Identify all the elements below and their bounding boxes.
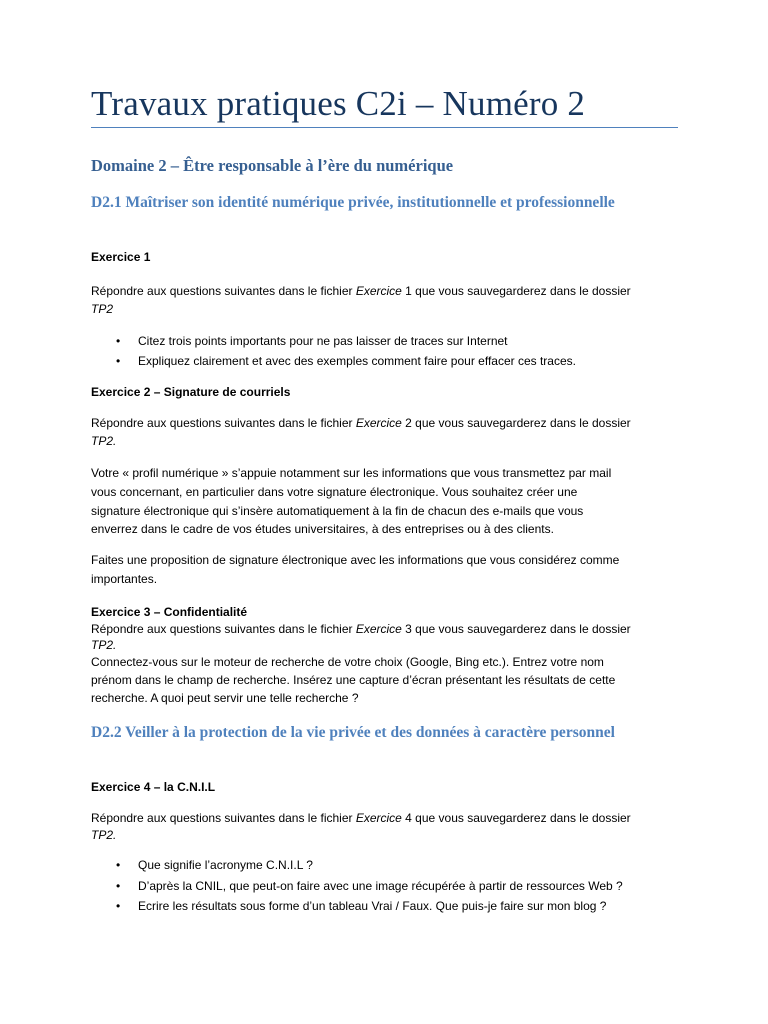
exercise-2-paragraph-line: signature électronique qui s’insère automatiquement à la fin de chacun des e-mails que vous: [91, 504, 584, 518]
bullet-icon: •: [116, 354, 121, 368]
title-underline: [91, 127, 678, 128]
exercise-1-title: Exercice 1: [91, 250, 151, 264]
exercise-1-folder: TP2: [91, 302, 114, 316]
bullet-icon: •: [116, 899, 121, 913]
exercise-3-text-line: prénom dans le champ de recherche. Insérez une capture d’écran présentant les résultats de cette: [91, 673, 616, 687]
bullet-icon: •: [116, 858, 121, 872]
bullet-icon: •: [116, 879, 121, 893]
exercise-3-folder: TP2.: [91, 638, 117, 652]
exercise-4-folder: TP2.: [91, 828, 117, 842]
page-title: Travaux pratiques C2i – Numéro 2: [91, 84, 586, 123]
section-heading-d21: D2.1 Maîtriser son identité numérique privée, institutionnelle et professionnelle: [91, 194, 615, 211]
exercise-2-paragraph-line: Faites une proposition de signature électronique avec les informations que vous considérez comme: [91, 553, 620, 567]
exercise-1-bullet: Citez trois points importants pour ne pas laisser de traces sur Internet: [138, 334, 508, 348]
exercise-1-bullet: Expliquez clairement et avec des exemples comment faire pour effacer ces traces.: [138, 354, 576, 368]
exercise-4-instruction: Répondre aux questions suivantes dans le fichier Exercice 4 que vous sauvegarderez dans le dossier: [91, 811, 631, 825]
exercise-4-title: Exercice 4 – la C.N.I.L: [91, 780, 216, 794]
exercise-2-paragraph-line: vous concernant, en particulier dans votre signature électronique. Vous souhaitez créer une: [91, 485, 578, 499]
exercise-2-instruction: Répondre aux questions suivantes dans le fichier Exercice 2 que vous sauvegarderez dans le dossier: [91, 416, 631, 430]
exercise-1-instruction: Répondre aux questions suivantes dans le fichier Exercice 1 que vous sauvegarderez dans le dossier: [91, 284, 631, 298]
exercise-3-instruction: Répondre aux questions suivantes dans le fichier Exercice 3 que vous sauvegarderez dans le dossier: [91, 622, 631, 636]
exercise-2-folder: TP2.: [91, 434, 117, 448]
exercise-3-title: Exercice 3 – Confidentialité: [91, 605, 248, 619]
section-heading-d22: D2.2 Veiller à la protection de la vie privée et des données à caractère personnel: [91, 724, 615, 741]
exercise-4-bullet: Ecrire les résultats sous forme d’un tableau Vrai / Faux. Que puis-je faire sur mon blog ?: [138, 899, 607, 913]
exercise-3-text-line: recherche. A quoi peut servir une telle recherche ?: [91, 691, 359, 705]
exercise-4-bullet: Que signifie l’acronyme C.N.I.L ?: [138, 858, 313, 872]
exercise-2-paragraph-line: Votre « profil numérique » s’appuie notamment sur les informations que vous transmettez par mail: [91, 466, 612, 480]
exercise-2-title: Exercice 2 – Signature de courriels: [91, 385, 291, 399]
exercise-2-paragraph-line: enverrez dans le cadre de vos études universitaires, à des entreprises ou à des clients.: [91, 522, 554, 536]
exercise-3-text-line: Connectez-vous sur le moteur de recherche de votre choix (Google, Bing etc.). Entrez votre nom: [91, 655, 604, 669]
bullet-icon: •: [116, 334, 121, 348]
exercise-4-bullet: D’après la CNIL, que peut-on faire avec une image récupérée à partir de ressources Web ?: [138, 879, 623, 893]
exercise-2-paragraph-line: importantes.: [91, 572, 158, 586]
domain-heading: Domaine 2 – Être responsable à l’ère du numérique: [91, 156, 454, 175]
